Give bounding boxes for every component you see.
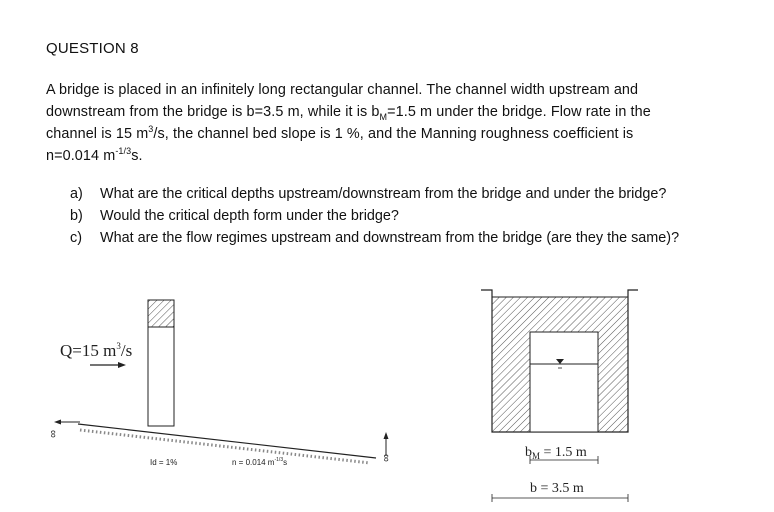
flow-arrowhead (118, 362, 126, 368)
part-b-letter: b) (70, 208, 83, 224)
bridge-opening (530, 332, 598, 432)
cross-section (481, 290, 638, 502)
downstream-arrowhead (384, 432, 389, 439)
question-parts (70, 183, 743, 249)
channel-bed (78, 424, 376, 458)
flow-rate-label: Q=15 $m^3/s$ (60, 341, 133, 360)
part-c-letter: c) (70, 230, 82, 246)
bm-label: $b_M = 1.5$ m (525, 445, 587, 461)
longitudinal-section (47, 300, 392, 467)
part-c-text: What are the flow regimes upstream and downstream from the bridge (are they the same)? (100, 230, 680, 246)
part-c (70, 227, 743, 249)
intro-line-4: n=0.014 $m^{-1/3}s$. (46, 146, 143, 164)
upstream-arrowhead (54, 420, 61, 425)
part-a (70, 183, 743, 205)
part-b (70, 205, 743, 227)
b-label: b = 3.5 m (530, 481, 584, 496)
downstream-infinity: ∞ (380, 454, 392, 462)
question-title: QUESTION 8 (46, 40, 139, 57)
bed-hatch (80, 430, 370, 463)
part-b-text: Would the critical depth form under the bridge? (100, 208, 399, 224)
upstream-infinity: ∞ (47, 430, 59, 438)
intro-line-1: A bridge is placed in an infinitely long rectangular channel. The channel width upstream and (46, 82, 639, 98)
intro-line-3: channel is 15 $m^3/s$, the channel bed slope is 1 %, and the Manning roughness coefficient is (46, 124, 634, 142)
intro-line-2: downstream from the bridge is b=3.5 m, while it is $b_M=1.5$ m under the bridge. Flow rate in the (46, 104, 651, 122)
part-a-letter: a) (70, 186, 83, 202)
question-intro (46, 79, 743, 167)
figures (0, 280, 774, 512)
manning-label: n = 0.014 $m^{-1/3}s$ (232, 457, 288, 467)
slope-label: Id = 1% (150, 458, 178, 467)
part-a-text: What are the critical depths upstream/downstream from the bridge and under the bridge? (100, 186, 667, 202)
bridge-deck-hatch (148, 300, 174, 327)
